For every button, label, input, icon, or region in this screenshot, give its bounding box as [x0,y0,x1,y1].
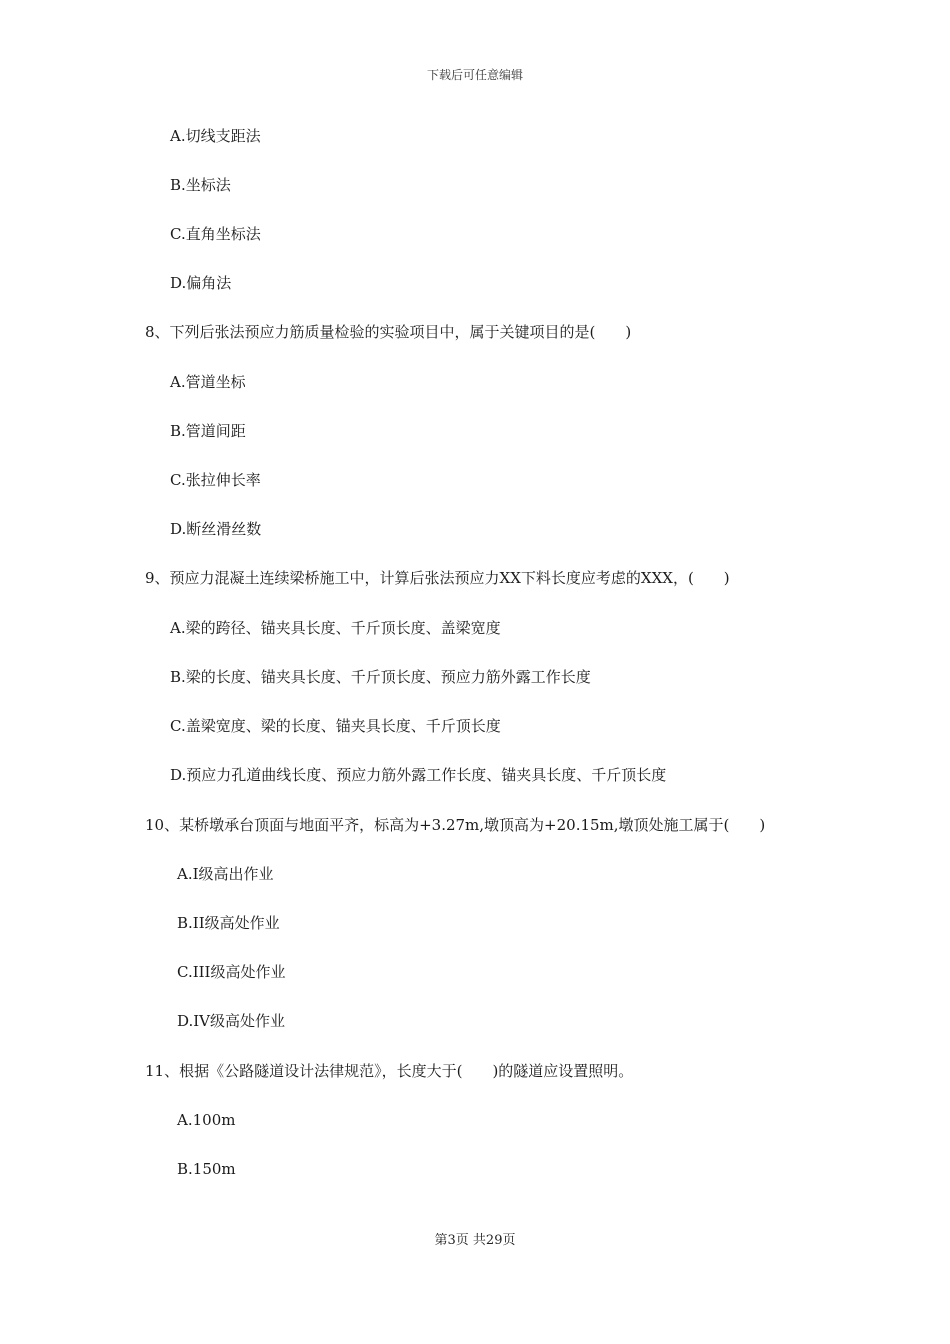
q10-option-c: C.III级高处作业 [177,963,286,981]
q9-option-c: C.盖梁宽度、梁的长度、锚夹具长度、千斤顶长度 [170,717,501,735]
q7-option-d: D.偏角法 [170,274,232,292]
q8-option-d: D.断丝滑丝数 [170,520,262,538]
q10-option-a: A.I级高出作业 [177,865,274,883]
q10-option-b: B.II级高处作业 [177,914,280,932]
q10-option-d: D.IV级高处作业 [177,1012,286,1030]
q8-option-a: A.管道坐标 [170,373,246,391]
q8-option-b: B.管道间距 [170,422,246,440]
q10-question: 10、某桥墩承台顶面与地面平齐，标高为+3.27m,墩顶高为+20.15m,墩顶处施工属于( ) [145,816,766,834]
q7-option-c: C.直角坐标法 [170,225,261,243]
q7-option-b: B.坐标法 [170,176,231,194]
q9-option-d: D.预应力孔道曲线长度、预应力筋外露工作长度、锚夹具长度、千斤顶长度 [170,766,667,784]
q8-option-c: C.张拉伸长率 [170,471,261,489]
q11-option-b: B.150m [177,1160,236,1178]
q8-question: 8、下列后张法预应力筋质量检验的实验项目中，属于关键项目的是( ) [145,323,632,341]
q9-option-b: B.梁的长度、锚夹具长度、千斤顶长度、预应力筋外露工作长度 [170,668,591,686]
q11-question: 11、根据《公路隧道设计法律规范》，长度大于( )的隧道应设置照明。 [145,1062,634,1080]
q11-option-a: A.100m [177,1111,236,1129]
q7-option-a: A.切线支距法 [170,127,261,145]
page-footer: 第3页 共29页 [434,1233,516,1248]
q9-option-a: A.梁的跨径、锚夹具长度、千斤顶长度、盖梁宽度 [170,619,501,637]
page-header: 下载后可任意编辑 [426,68,523,82]
q9-question: 9、预应力混凝土连续梁桥施工中，计算后张法预应力XX下料长度应考虑的XXX，( ) [145,569,730,587]
